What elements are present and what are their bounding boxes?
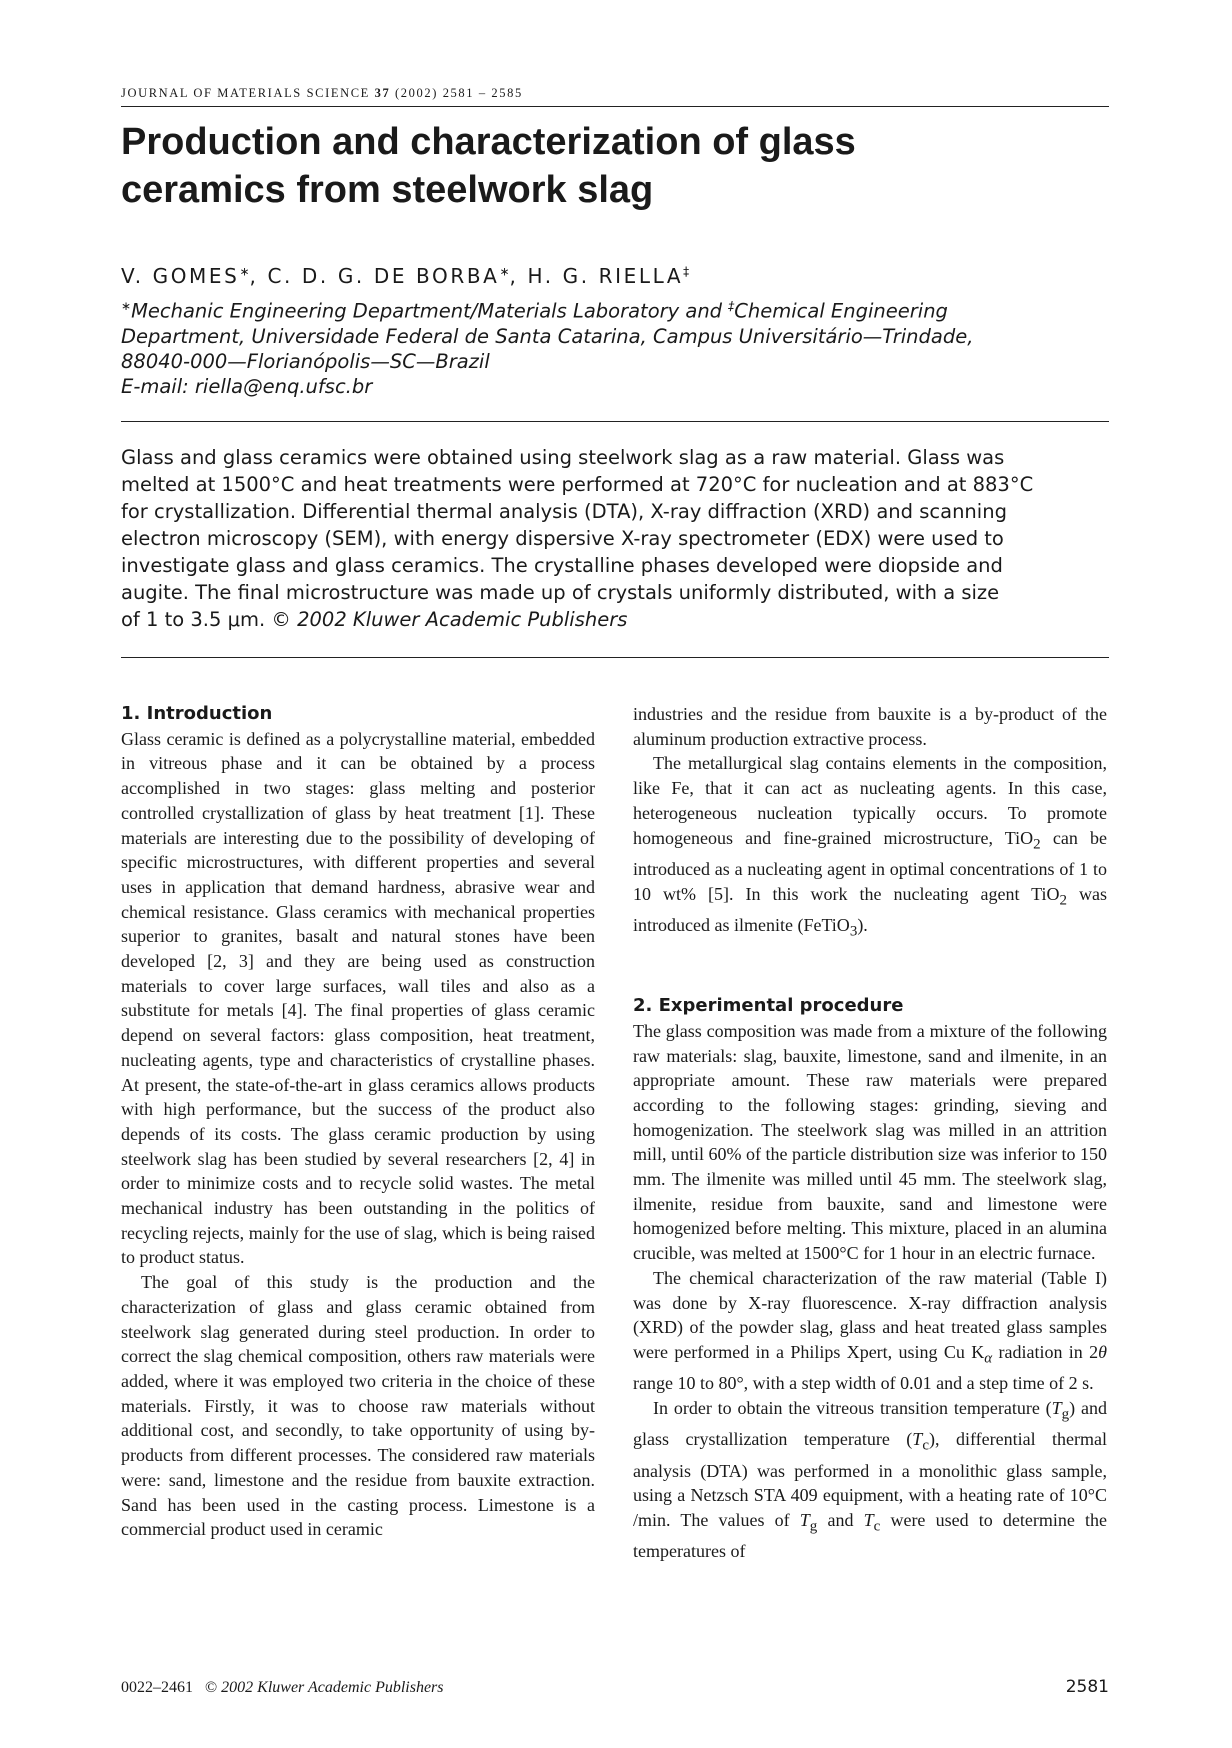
author-mark: ∗ — [499, 264, 510, 279]
author-name: H. G. RIELLA — [527, 264, 684, 288]
subscript: 2 — [1033, 836, 1041, 853]
author-mark: ‡ — [683, 264, 690, 279]
paragraph: The glass composition was made from a mixture of the following raw materials: slag, bauxite, limestone, sand and ilmenite, in an appropriate amount. These raw materials were prepared according to the following stages: grinding, sieving and homogenization. The steelwork slag was milled in an attrition mill, until 60% of the particle distribution size was inferior to 150 mm. The ilmenite was milled until 45 mm. The steelwork slag, ilmenite, residue from bauxite, sand and limestone were homogenized before melting. This mixture, placed in an alumina crucible, was melted at 1500°C for 1 hour in an electric furnace. — [633, 1020, 1107, 1264]
paragraph — [633, 751, 1107, 944]
footer-publisher: 2002 Kluwer Academic Publishers — [221, 1679, 444, 1696]
journal-volume: 37 — [374, 86, 391, 100]
title-line-1: Production and characterization of glass — [121, 121, 856, 163]
header-rule — [121, 106, 1109, 107]
abstract — [121, 444, 1109, 633]
author-name: C. D. G. DE BORBA — [267, 264, 500, 288]
affiliation-line — [121, 294, 1109, 324]
paragraph: industries and the residue from bauxite is a by-product of the aluminum production extractive process. — [633, 704, 1107, 749]
journal-pages: (2002) 2581 – 2585 — [395, 86, 523, 100]
affiliation-block — [121, 294, 1109, 399]
abstract-line — [121, 606, 1109, 633]
contact-email: E-mail: riella@enq.ufsc.br — [121, 374, 373, 398]
issn: 0022–2461 — [121, 1679, 193, 1696]
paragraph-text: ). — [857, 914, 868, 935]
paragraph-text: The chemical characterization of the raw material (Table I) was done by X-ray fluorescence. X-ray diffraction analysis (XRD) of the powder slag, glass and heat treated glass samples were performed in a Philips Xpert, using Cu K — [633, 1267, 1107, 1362]
abstract-rule-top — [121, 421, 1109, 422]
abstract-line: Glass and glass ceramics were obtained using steelwork slag as a raw material. Glass was — [121, 446, 1005, 469]
subscript: g — [1061, 1406, 1070, 1423]
author-list: V. GOMES∗, C. D. G. DE BORBA∗, H. G. RIELLA‡ — [121, 264, 690, 288]
title-line-2: ceramics from steelwork slag — [121, 169, 654, 211]
symbol-theta: θ — [1098, 1341, 1107, 1362]
author-mark: ∗ — [239, 264, 250, 279]
abstract-line: augite. The final microstructure was made up of crystals uniformly distributed, with a size — [121, 581, 1000, 604]
section-heading-introduction: 1. Introduction — [121, 703, 273, 724]
symbol-T: T — [912, 1429, 923, 1450]
affiliation-line: Department, Universidade Federal de Santa Catarina, Campus Universitário—Trindade, — [121, 324, 974, 348]
copyright-icon: © — [205, 1679, 218, 1696]
symbol-T: T — [799, 1509, 810, 1530]
paragraph-text: The metallurgical slag contains elements in the composition, like Fe, that it can act as nucleating agents. In this case, heterogeneous nucleation typically occurs. To promote homogeneous and fine-grained microstructure, TiO — [633, 753, 1107, 848]
affiliation-text: Chemical Engineering — [734, 299, 948, 323]
abstract-line: electron microscopy (SEM), with energy dispersive X-ray spectrometer (EDX) were used to — [121, 527, 1004, 550]
abstract-rule-bottom — [121, 657, 1109, 658]
abstract-line: for crystallization. Differential thermal analysis (DTA), X-ray diffraction (XRD) and scanning — [121, 500, 1007, 523]
symbol-alpha: α — [984, 1350, 993, 1367]
paragraph-text: were used to determine the temperatures of — [633, 1509, 1108, 1562]
subscript: 2 — [1059, 892, 1067, 909]
paragraph: The goal of this study is the production and the characterization of glass and glass ceramic obtained from steelwork slag generated during steel production. In order to correct the slag chemical composition, others raw materials were added, where it was employed two criteria in the choice of these materials. Firstly, it was to choose raw materials without additional cost, and secondly, to take opportunity of using by-products from different processes. The considered raw materials were: sand, limestone and the residue from bauxite extraction. Sand has been used in the casting process. Limestone is a commercial product used in ceramic — [121, 1272, 595, 1540]
abstract-line: investigate glass and glass ceramics. The crystalline phases developed were diopside and — [121, 554, 1003, 577]
paragraph-text: ), differential thermal analysis (DTA) was performed in a monolithic glass sample, using a Netzsch STA 409 equipment, with a heating rate of 10°C /min. The values of — [633, 1429, 1108, 1530]
author-name: V. GOMES — [121, 264, 240, 288]
symbol-T: T — [1051, 1397, 1062, 1418]
affiliation-line: 88040-000—Florianópolis—SC—Brazil — [121, 349, 490, 373]
subscript: c — [922, 1437, 929, 1454]
section-gap — [633, 944, 1107, 994]
abstract-publisher: 2002 Kluwer Academic Publishers — [297, 608, 628, 631]
section-heading-experimental: 2. Experimental procedure — [633, 995, 904, 1017]
symbol-T: T — [863, 1509, 874, 1530]
affiliation-text: Mechanic Engineering Department/Materials Laboratory and — [131, 299, 729, 323]
paragraph-text: and — [817, 1509, 864, 1530]
affiliation-mark: ‡ — [728, 299, 735, 313]
paragraph-text: radiation in 2 — [992, 1341, 1099, 1362]
paragraph-text: was introduced as ilmenite (FeTiO — [633, 883, 1107, 935]
running-head — [121, 86, 1109, 101]
paragraph-text: range 10 to 80°, with a step width of 0.01 and a step time of 2 s. — [633, 1373, 1094, 1394]
subscript: g — [809, 1518, 818, 1535]
journal-name: JOURNAL OF MATERIALS SCIENCE — [121, 86, 370, 100]
page-number: 2581 — [1065, 1677, 1109, 1697]
right-column — [633, 702, 1107, 1564]
paragraph-text: can be introduced as a nucleating agent in optimal concentrations of 1 to 10 wt% [5]. In this work the nucleating agent TiO — [633, 827, 1108, 904]
subscript: 3 — [849, 923, 858, 940]
paragraph — [633, 1266, 1107, 1396]
paragraph-text: ) and glass crystallization temperature ( — [633, 1397, 1108, 1450]
subscript: c — [873, 1518, 881, 1535]
left-column — [121, 702, 595, 1542]
paragraph: Glass ceramic is defined as a polycrystalline material, embedded in vitreous phase and it can be obtained by a process accomplished in two stages: glass melting and posterior controlled crystallization of glass by heat treatment [1]. These materials are interesting due to the possibility of developing of specific microstructures, with different properties and several uses in application that demand hardness, abrasive wear and chemical resistance. Glass ceramics with mechanical properties superior to granites, basalt and natural stones have been developed [2, 3] and they are being used as construction materials to cover large surfaces, wall tiles and also as a substitute for metals [4]. The final properties of glass ceramic depend on several factors: glass composition, heat treatment, nucleating agents, type and characteristics of crystalline phases. At present, the state-of-the-art in glass ceramics allows products with high performance, but the success of the product also depends of its costs. The glass ceramic production by using steelwork slag has been studied by several researchers [2, 4] in order to minimize costs and to recycle solid wastes. The metal mechanical industry has been outstanding in the politics of recycling rejects, mainly for the use of slag, which is being raised to product status. — [121, 728, 595, 1268]
abstract-line: melted at 1500°C and heat treatments were performed at 720°C for nucleation and at 883°C — [121, 473, 1034, 496]
paragraph — [633, 1396, 1107, 1564]
paragraph-text: In order to obtain the vitreous transition temperature ( — [653, 1397, 1052, 1418]
footer-copyright — [121, 1679, 444, 1697]
affiliation-mark: ∗ — [121, 299, 132, 313]
abstract-text: of 1 to 3.5 μm. © — [121, 608, 298, 631]
paper-title — [121, 118, 1021, 214]
